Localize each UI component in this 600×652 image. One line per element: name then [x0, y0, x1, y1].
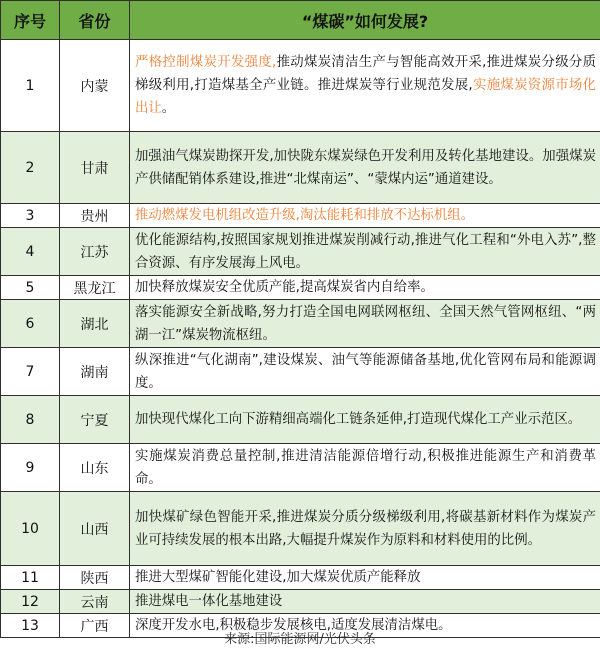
row-province: 陕西: [60, 566, 130, 590]
row-serial-number: 5: [1, 276, 60, 300]
measure-text: 纵深推进“气化湖南”,建设煤炭、油气等能源储备基地,优化管网布局和能源调度。: [135, 352, 596, 391]
row-serial-number: 1: [1, 40, 60, 132]
row-development-measures: [130, 492, 600, 566]
row-development-measures: [130, 444, 600, 492]
table-row: [1, 348, 600, 396]
row-serial-number: 9: [1, 444, 60, 492]
measure-text: 推动煤炭清洁生产与智能高效开采,推进煤炭分级分质梯级利用,打造煤基全产业链。推进煤炭等行业规范发展,: [135, 55, 596, 93]
measure-text: 加强油气煤炭勘探开发,加快陇东煤炭绿色开发利用及转化基地建设。加强煤炭产供储配销体系建设,推进“北煤南运”、“蒙煤内运”通道建设。: [135, 148, 596, 187]
highlighted-measure-text: 严格控制煤炭开发强度,: [135, 55, 277, 70]
row-serial-number: 4: [1, 228, 60, 276]
table-row: [1, 276, 600, 300]
row-serial-number: 3: [1, 204, 60, 228]
row-serial-number: 13: [1, 614, 60, 638]
row-province: 黑龙江: [60, 276, 130, 300]
measure-text: 推进煤电一体化基地建设: [135, 594, 283, 609]
table-row: [1, 396, 600, 444]
table-row: [1, 300, 600, 348]
row-development-measures: [130, 566, 600, 590]
row-province: 贵州: [60, 204, 130, 228]
table-body: [1, 40, 600, 638]
row-development-measures: [130, 300, 600, 348]
row-serial-number: 11: [1, 566, 60, 590]
highlighted-measure-text: 实施煤炭资源市场化出让: [135, 78, 597, 116]
measure-text: 落实能源安全新战略,努力打造全国电网联网枢纽、全国天然气管网枢纽、“两湖一江”煤炭物流枢纽。: [135, 304, 596, 343]
row-province: 湖北: [60, 300, 130, 348]
measure-text: 。: [161, 101, 176, 116]
row-province: 内蒙: [60, 40, 130, 132]
table-row: [1, 590, 600, 614]
row-serial-number: 7: [1, 348, 60, 396]
measure-text: 加快煤矿绿色智能开采,推进煤炭分质分级梯级利用,将碳基新材料作为煤炭产业可持续发展的根本出路,大幅提升煤炭作为原料和材料使用的比例。: [135, 509, 596, 548]
measure-text: 优化能源结构,按照国家规划推进煤炭削减行动,推进气化工程和“外电入苏”,整合资源、有序发展海上风电。: [135, 232, 596, 271]
row-serial-number: 8: [1, 396, 60, 444]
table-row: [1, 444, 600, 492]
row-province: 宁夏: [60, 396, 130, 444]
table-row: [1, 40, 600, 132]
source-caption: 来源:国际能源网/光伏头条: [224, 632, 376, 647]
table-row: [1, 132, 600, 204]
row-province: 江苏: [60, 228, 130, 276]
table-row: [1, 204, 600, 228]
row-serial-number: 10: [1, 492, 60, 566]
measure-text: 加快释放煤炭安全优质产能,提高煤炭省内自给率。: [135, 280, 434, 295]
row-development-measures: [130, 204, 600, 228]
row-development-measures: [130, 228, 600, 276]
header-serial-number: 序号: [1, 1, 60, 40]
row-serial-number: 12: [1, 590, 60, 614]
row-province: 云南: [60, 590, 130, 614]
measure-text: 加快现代煤化工向下游精细高端化工链条延伸,打造现代煤化工产业示范区。: [135, 412, 582, 427]
row-province: 广西: [60, 614, 130, 638]
measure-text: 实施煤炭消费总量控制,推进清洁能源倍增行动,积极推进能源生产和消费革命。: [135, 448, 596, 487]
row-development-measures: [130, 276, 600, 300]
highlighted-measure-text: 推动燃煤发电机组改造升级,淘汰能耗和排放不达标机组。: [135, 208, 475, 223]
row-development-measures: [130, 132, 600, 204]
row-development-measures: [130, 348, 600, 396]
table-row: [1, 492, 600, 566]
table-row: [1, 228, 600, 276]
row-serial-number: 6: [1, 300, 60, 348]
row-province: 山东: [60, 444, 130, 492]
table-row: [1, 566, 600, 590]
row-serial-number: 2: [1, 132, 60, 204]
row-development-measures: [130, 396, 600, 444]
header-coal-development: “煤碳”如何发展?: [130, 1, 600, 40]
table-header-row: [1, 1, 600, 40]
row-development-measures: [130, 590, 600, 614]
row-province: 湖南: [60, 348, 130, 396]
header-province: 省份: [60, 1, 130, 40]
row-province: 甘肃: [60, 132, 130, 204]
measure-text: 推进大型煤矿智能化建设,加大煤炭优质产能释放: [135, 570, 421, 585]
row-province: 山西: [60, 492, 130, 566]
row-development-measures: [130, 40, 600, 132]
measure-text: 深度开发水电,积极稳步发展核电,适度发展清洁煤电。: [135, 618, 452, 633]
